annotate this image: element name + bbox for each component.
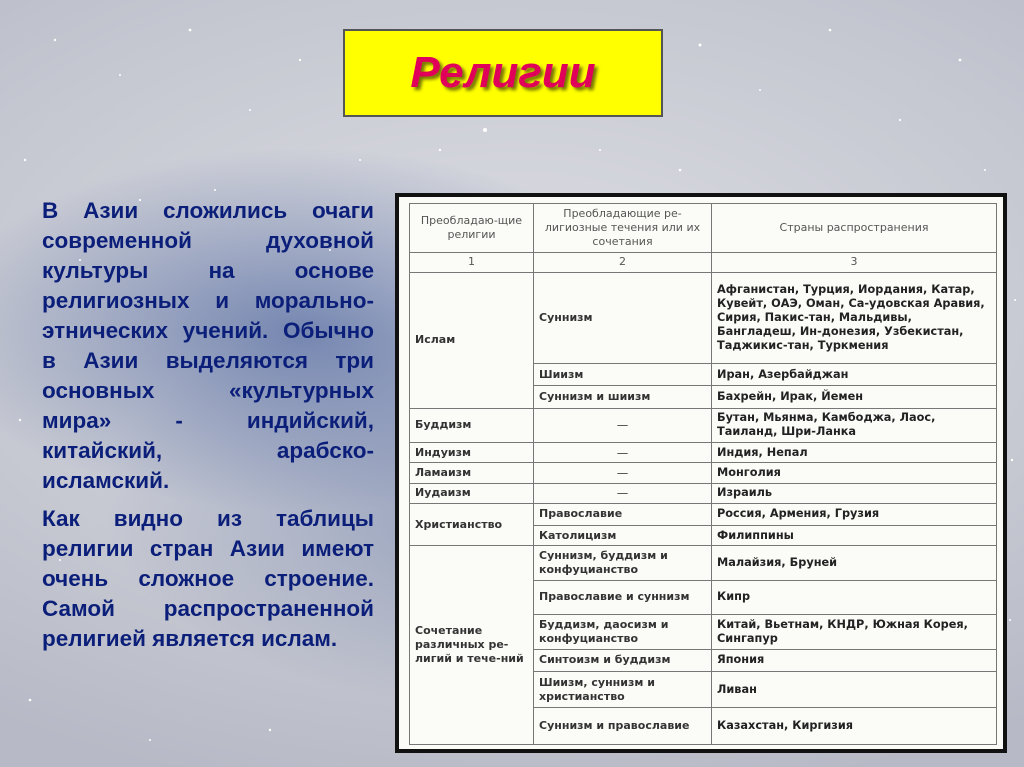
religions-table-frame bbox=[395, 193, 1007, 753]
countries-judaism: Израиль bbox=[712, 483, 997, 503]
movement-sunni-shia: Суннизм и шиизм bbox=[534, 386, 712, 408]
countries-buddhism: Бутан, Мьянма, Камбоджа, Лаос, Таиланд, Шри-Ланка bbox=[712, 408, 997, 442]
table-row bbox=[410, 463, 997, 483]
movement-combo-6: Суннизм и православие bbox=[534, 708, 712, 745]
countries-combo-1: Малайзия, Бруней bbox=[712, 546, 997, 580]
movement-dash: — bbox=[534, 463, 712, 483]
header-religions: Преобладаю-щие религии bbox=[410, 204, 534, 253]
countries-lamaism: Монголия bbox=[712, 463, 997, 483]
movement-combo-4: Синтоизм и буддизм bbox=[534, 649, 712, 671]
religion-lamaism: Ламаизм bbox=[410, 463, 534, 483]
table-row bbox=[410, 272, 997, 363]
countries-combo-3: Китай, Вьетнам, КНДР, Южная Корея, Сингапур bbox=[712, 615, 997, 649]
slide-title: Религии bbox=[410, 48, 596, 97]
movement-combo-3: Буддизм, даосизм и конфуцианство bbox=[534, 615, 712, 649]
table-row bbox=[410, 443, 997, 463]
countries-sunni-shia: Бахрейн, Ирак, Йемен bbox=[712, 386, 997, 408]
intro-paragraph-1: В Азии сложились очаги современной духовной культуры на основе религиозных и морально-этнических учений. Обычно в Азии выделяются три основных «культурных мира» - индийский, китайский, арабско-исламский. bbox=[42, 198, 374, 493]
movement-dash: — bbox=[534, 483, 712, 503]
table-row bbox=[410, 483, 997, 503]
column-number-1: 1 bbox=[410, 252, 534, 272]
movement-orthodoxy: Православие bbox=[534, 503, 712, 525]
countries-hinduism: Индия, Непал bbox=[712, 443, 997, 463]
header-countries: Страны распространения bbox=[712, 204, 997, 253]
countries-shiism: Иран, Азербайджан bbox=[712, 364, 997, 386]
countries-combo-6: Казахстан, Киргизия bbox=[712, 708, 997, 745]
religion-combination: Сочетание различных ре-лигий и тече-ний bbox=[410, 546, 534, 745]
movement-shiism: Шиизм bbox=[534, 364, 712, 386]
column-number-3: 3 bbox=[712, 252, 997, 272]
movement-combo-5: Шиизм, суннизм и христианство bbox=[534, 671, 712, 707]
intro-text-block bbox=[42, 196, 374, 662]
movement-combo-2: Православие и суннизм bbox=[534, 580, 712, 614]
religion-hinduism: Индуизм bbox=[410, 443, 534, 463]
table-row bbox=[410, 408, 997, 442]
countries-combo-2: Кипр bbox=[712, 580, 997, 614]
movement-catholicism: Католицизм bbox=[534, 526, 712, 546]
table-number-row bbox=[410, 252, 997, 272]
table-row bbox=[410, 503, 997, 525]
countries-combo-5: Ливан bbox=[712, 671, 997, 707]
table-row bbox=[410, 546, 997, 580]
movement-sunnism: Суннизм bbox=[534, 272, 712, 363]
intro-paragraph-2: Как видно из таблицы религии стран Азии имеют очень сложное строение. Самой распространенной религией является ислам. bbox=[42, 506, 374, 651]
movement-dash: — bbox=[534, 408, 712, 442]
religion-judaism: Иудаизм bbox=[410, 483, 534, 503]
countries-catholicism: Филиппины bbox=[712, 526, 997, 546]
header-movements: Преобладающие ре-лигиозные течения или их сочетания bbox=[534, 204, 712, 253]
column-number-2: 2 bbox=[534, 252, 712, 272]
movement-dash: — bbox=[534, 443, 712, 463]
title-box bbox=[343, 29, 663, 117]
movement-combo-1: Суннизм, буддизм и конфуцианство bbox=[534, 546, 712, 580]
religion-christianity: Христианство bbox=[410, 503, 534, 546]
countries-combo-4: Япония bbox=[712, 649, 997, 671]
religion-buddhism: Буддизм bbox=[410, 408, 534, 442]
countries-orthodoxy: Россия, Армения, Грузия bbox=[712, 503, 997, 525]
religions-table bbox=[409, 203, 997, 745]
table-header-row bbox=[410, 204, 997, 253]
religion-islam: Ислам bbox=[410, 272, 534, 408]
countries-sunnism: Афганистан, Турция, Иордания, Катар, Кувейт, ОАЭ, Оман, Са-удовская Аравия, Сирия, Пакис-тан, Мальдивы, Бангладеш, Ин-донезия, Узбекистан, Таджикис-тан, Туркмения bbox=[712, 272, 997, 363]
